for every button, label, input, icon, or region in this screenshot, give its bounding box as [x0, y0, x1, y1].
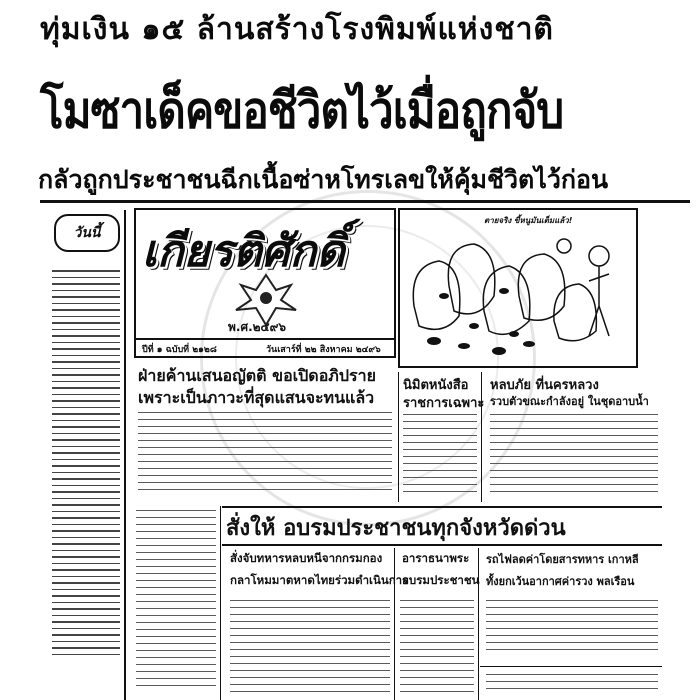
- article-continued: [134, 506, 221, 700]
- article-railway-headline-1: รถไฟลดค่าโดยสารทหาร เกาหลี: [486, 553, 639, 566]
- article-opposition-headline-2: เพราะเป็นภาวะที่สุดแสนจะทนแล้ว: [138, 388, 375, 407]
- article-deserters-headline-2: กลาโหมมาตหาดไทยร่วมดำเนินการ: [230, 573, 409, 587]
- main-headline: โมซาเด็คขอชีวิตไว้เมื่อถูกจับ: [40, 81, 564, 141]
- banner-rule-top: [222, 506, 662, 508]
- date-line: วันเสาร์ที่ ๒๒ สิงหาคม ๒๔๙๖: [266, 345, 381, 355]
- article-government-headline-1: นิมิตหนังสือ: [403, 378, 469, 393]
- masthead-sub: พ.ศ.๒๔๙๖: [228, 320, 287, 334]
- banner-headline: สั่งให้ อบรมประชาชนทุกจังหวัดด่วน: [226, 516, 566, 541]
- masthead-rule: [136, 338, 394, 340]
- article-government-headline-2: ราชการเฉพาะ: [403, 396, 485, 411]
- article-monks-headline-2: อบรมประชาชน: [402, 573, 480, 587]
- article-railway-note: [486, 674, 658, 698]
- banner-rule-bottom: [222, 544, 662, 546]
- article-government-text: [403, 414, 477, 498]
- article-deserters: [224, 548, 409, 700]
- issue-line: ปีที่ ๑ ฉบับที่ ๒๑๒๘: [142, 345, 217, 355]
- article-escape: [486, 372, 662, 502]
- cartoon-speech: ตายจริง ขี้หนูมันเต็มแล้ว!: [484, 216, 573, 225]
- railway-divider: [480, 666, 662, 667]
- editorial-cartoon: [398, 208, 638, 368]
- article-monks-text: [400, 600, 474, 698]
- article-railway-headline-2: ทั้งยกเว้นอากาศค่ารวง พลเรือน: [486, 575, 635, 588]
- article-escape-headline-2: รวบตัวขณะกำลังอยู่ ในชุดอาบน้ำ: [490, 395, 649, 408]
- top-headline: ทุ่มเงิน ๑๕ ล้านสร้างโรงพิมพ์แห่งชาติ: [40, 12, 554, 47]
- cartoon-drawing: [404, 226, 634, 366]
- article-deserters-headline-1: สั่งจับทหารหลบหนีจากกรมกอง: [230, 551, 383, 565]
- vannee-label: วันนี้: [73, 225, 101, 241]
- article-monks-headline-1: อาราธนาพระ: [402, 551, 470, 565]
- headline-rule: [40, 200, 690, 203]
- article-escape-text: [490, 414, 658, 498]
- masthead: [134, 208, 396, 358]
- article-railway: [480, 548, 662, 700]
- article-railway-text: [486, 600, 658, 660]
- article-deserters-text: [230, 600, 390, 698]
- article-monks: [396, 548, 479, 700]
- article-continued-text: [136, 510, 216, 698]
- masthead-logo: เกียรติศักดิ์: [142, 226, 345, 277]
- article-opposition-headline-1: ฝ่ายค้านเสนอญัตติ ขอเปิดอภิปราย: [138, 366, 376, 385]
- article-opposition: [134, 364, 396, 504]
- article-opposition-text: [138, 412, 392, 500]
- vannee-badge: [54, 214, 120, 252]
- article-escape-headline-1: หลบภัย ที่นครหลวง: [490, 378, 599, 393]
- article-government: [398, 372, 485, 502]
- left-column-text: [52, 270, 120, 695]
- left-column: [48, 210, 126, 700]
- third-headline: กลัวถูกประชาชนฉีกเนื้อซ่าหโทรเลขให้คุ้มชีวิตไว้ก่อน: [38, 165, 609, 194]
